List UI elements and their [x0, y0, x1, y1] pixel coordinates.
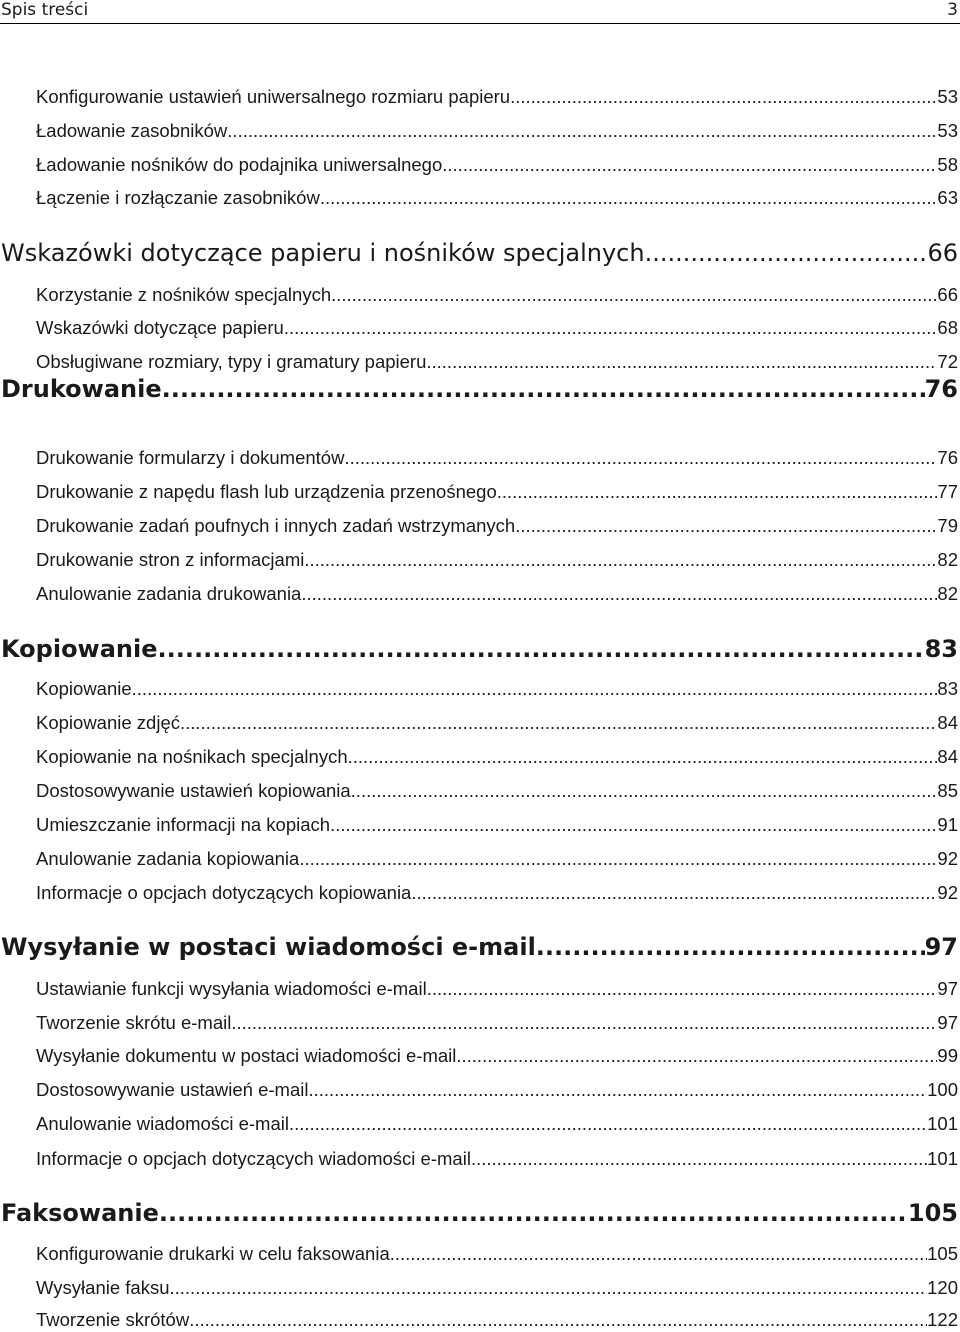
toc-leader-dots — [515, 514, 937, 538]
toc-entry-page: 66 — [937, 284, 958, 305]
toc-entry-page: 84 — [937, 712, 958, 733]
toc-leader-dots — [390, 1242, 927, 1266]
toc-entry-page: 100 — [927, 1079, 958, 1100]
toc-entry-page: 84 — [937, 746, 958, 767]
toc-leader-dots — [497, 480, 938, 504]
toc-chapter-label: Faksowanie — [1, 1199, 159, 1227]
toc-entry-label: Wysyłanie dokumentu w postaci wiadomości e-mail — [36, 1045, 457, 1066]
toc-entry-page: 72 — [937, 351, 958, 372]
toc-leader-dots — [344, 446, 937, 470]
toc-leader-dots — [456, 1044, 937, 1068]
toc-entry-page: 105 — [927, 1243, 958, 1264]
toc-entry-page: 68 — [937, 317, 958, 338]
toc-entry[interactable] — [36, 350, 958, 374]
toc-chapter-page: 105 — [907, 1199, 958, 1227]
toc-entry-label: Wskazówki dotyczące papieru — [36, 317, 284, 338]
toc-entry-label: Ładowanie zasobników — [36, 120, 228, 141]
toc-entry[interactable] — [36, 847, 958, 871]
toc-leader-dots — [227, 119, 937, 143]
toc-entry[interactable] — [36, 316, 958, 340]
toc-chapter-label: Wysyłanie w postaci wiadomości e-mail — [1, 933, 536, 961]
toc-leader-dots — [331, 283, 937, 307]
toc-chapter-page: 97 — [924, 933, 958, 961]
toc-entry-page: 53 — [937, 120, 958, 141]
toc-leader-dots — [330, 813, 937, 837]
toc-entry-page: 77 — [937, 481, 958, 502]
toc-entry-page: 79 — [937, 515, 958, 536]
toc-entry[interactable] — [36, 977, 958, 1001]
toc-leader-dots — [427, 977, 938, 1001]
toc-entry-label: Informacje o opcjach dotyczących kopiowania — [36, 882, 412, 903]
toc-chapter[interactable] — [1, 373, 958, 405]
toc-leader-dots — [536, 931, 925, 963]
toc-leader-dots — [320, 186, 938, 210]
toc-entry-page: 82 — [937, 549, 958, 570]
toc-leader-dots — [284, 316, 938, 340]
toc-entry[interactable] — [36, 813, 958, 837]
toc-chapter[interactable] — [1, 237, 958, 269]
toc-entry-page: 91 — [937, 814, 958, 835]
page-header — [0, 0, 960, 24]
toc-entry-label: Drukowanie formularzy i dokumentów — [36, 447, 345, 468]
toc-entry-page: 58 — [937, 154, 958, 175]
toc-entry-label: Umieszczanie informacji na kopiach — [36, 814, 331, 835]
toc-chapter[interactable] — [1, 931, 958, 963]
toc-entry-label: Informacje o opcjach dotyczących wiadomości e-mail — [36, 1148, 471, 1169]
toc-entry[interactable] — [36, 446, 958, 470]
toc-entry-label: Dostosowywanie ustawień e-mail — [36, 1079, 309, 1100]
toc-entry-page: 85 — [937, 780, 958, 801]
toc-entry[interactable] — [36, 1044, 958, 1068]
toc-entry[interactable] — [36, 119, 958, 143]
toc-entry[interactable] — [36, 514, 958, 538]
toc-leader-dots — [442, 153, 937, 177]
toc-entry-label: Dostosowywanie ustawień kopiowania — [36, 780, 351, 801]
toc-leader-dots — [351, 779, 938, 803]
toc-entry-page: 53 — [937, 86, 958, 107]
toc-entry[interactable] — [36, 745, 958, 769]
toc-chapter-page: 66 — [927, 239, 958, 267]
toc-entry-label: Obsługiwane rozmiary, typy i gramatury papieru — [36, 351, 427, 372]
toc-entry-page: 63 — [937, 187, 958, 208]
toc-entry-label: Wysyłanie faksu — [36, 1277, 170, 1298]
toc-entry-page: 99 — [937, 1045, 958, 1066]
toc-leader-dots — [301, 582, 937, 606]
toc-entry[interactable] — [36, 1276, 958, 1300]
toc-entry-page: 97 — [937, 1012, 958, 1033]
toc-entry[interactable] — [36, 548, 958, 572]
toc-leader-dots — [189, 1308, 927, 1332]
toc-leader-dots — [411, 881, 937, 905]
toc-leader-dots — [162, 373, 925, 405]
toc-chapter-label: Drukowanie — [1, 375, 162, 403]
toc-entry-label: Anulowanie wiadomości e-mail — [36, 1113, 289, 1134]
toc-chapter-label: Kopiowanie — [1, 635, 158, 663]
toc-entry-label: Drukowanie stron z informacjami — [36, 549, 305, 570]
toc-leader-dots — [289, 1112, 927, 1136]
toc-entry-label: Kopiowanie zdjęć — [36, 712, 180, 733]
toc-entry-page: 122 — [927, 1309, 958, 1330]
toc-chapter-page: 83 — [924, 635, 958, 663]
toc-chapter[interactable] — [1, 1197, 958, 1229]
toc-entry-label: Tworzenie skrótów — [36, 1309, 190, 1330]
toc-entry-page: 83 — [937, 678, 958, 699]
toc-leader-dots — [471, 1147, 927, 1171]
toc-entry[interactable] — [36, 1308, 958, 1332]
toc-entry-page: 120 — [927, 1277, 958, 1298]
toc-chapter-label: Wskazówki dotyczące papieru i nośników specjalnych — [1, 239, 645, 267]
toc-entry-label: Ustawianie funkcji wysyłania wiadomości e-mail — [36, 978, 427, 999]
toc-entry-page: 101 — [927, 1148, 958, 1169]
toc-entry-page: 97 — [937, 978, 958, 999]
toc-entry[interactable] — [36, 881, 958, 905]
toc-leader-dots — [426, 350, 937, 374]
toc-leader-dots — [170, 1276, 928, 1300]
toc-entry-label: Drukowanie z napędu flash lub urządzenia przenośnego — [36, 481, 497, 502]
toc-leader-dots — [308, 1078, 927, 1102]
toc-leader-dots — [510, 85, 937, 109]
toc-entry[interactable] — [36, 677, 958, 701]
toc-entry[interactable] — [36, 153, 958, 177]
toc-entry-label: Łączenie i rozłączanie zasobników — [36, 187, 320, 208]
toc-entry[interactable] — [36, 1112, 958, 1136]
toc-entry[interactable] — [36, 779, 958, 803]
toc-leader-dots — [180, 711, 937, 735]
toc-leader-dots — [158, 633, 925, 665]
toc-entry[interactable] — [36, 85, 958, 109]
toc-entry-page: 92 — [937, 882, 958, 903]
toc-entry[interactable] — [36, 1242, 958, 1266]
toc-chapter[interactable] — [1, 633, 958, 665]
toc-chapter-page: 76 — [924, 375, 958, 403]
toc-leader-dots — [132, 677, 938, 701]
toc-entry[interactable] — [36, 186, 958, 210]
toc-leader-dots — [231, 1011, 937, 1035]
toc-entry-page: 92 — [937, 848, 958, 869]
toc-entry[interactable] — [36, 1078, 958, 1102]
toc-entry[interactable] — [36, 1147, 958, 1171]
toc-entry-page: 82 — [937, 583, 958, 604]
toc-entry-label: Drukowanie zadań poufnych i innych zadań wstrzymanych — [36, 515, 516, 536]
toc-entry[interactable] — [36, 283, 958, 307]
toc-entry-label: Ładowanie nośników do podajnika uniwersalnego — [36, 154, 443, 175]
toc-leader-dots — [299, 847, 937, 871]
toc-entry-page: 76 — [937, 447, 958, 468]
toc-leader-dots — [304, 548, 937, 572]
toc-entry[interactable] — [36, 582, 958, 606]
toc-entry-label: Tworzenie skrótu e-mail — [36, 1012, 232, 1033]
toc-entry-label: Anulowanie zadania drukowania — [36, 583, 302, 604]
toc-leader-dots — [348, 745, 938, 769]
toc-entry-label: Kopiowanie — [36, 678, 132, 699]
toc-entry-label: Korzystanie z nośników specjalnych — [36, 284, 332, 305]
toc-entry[interactable] — [36, 480, 958, 504]
toc-leader-dots — [159, 1197, 908, 1229]
toc-entry-label: Kopiowanie na nośnikach specjalnych — [36, 746, 348, 767]
toc-entry-label: Konfigurowanie ustawień uniwersalnego rozmiaru papieru — [36, 86, 511, 107]
toc-entry-label: Anulowanie zadania kopiowania — [36, 848, 300, 869]
toc-leader-dots — [645, 237, 928, 269]
page-header-title: Spis treści — [1, 0, 89, 20]
toc-entry-page: 101 — [927, 1113, 958, 1134]
toc-entry[interactable] — [36, 711, 958, 735]
page-header-number: 3 — [947, 0, 958, 20]
toc-entry[interactable] — [36, 1011, 958, 1035]
toc-entry-label: Konfigurowanie drukarki w celu faksowania — [36, 1243, 390, 1264]
